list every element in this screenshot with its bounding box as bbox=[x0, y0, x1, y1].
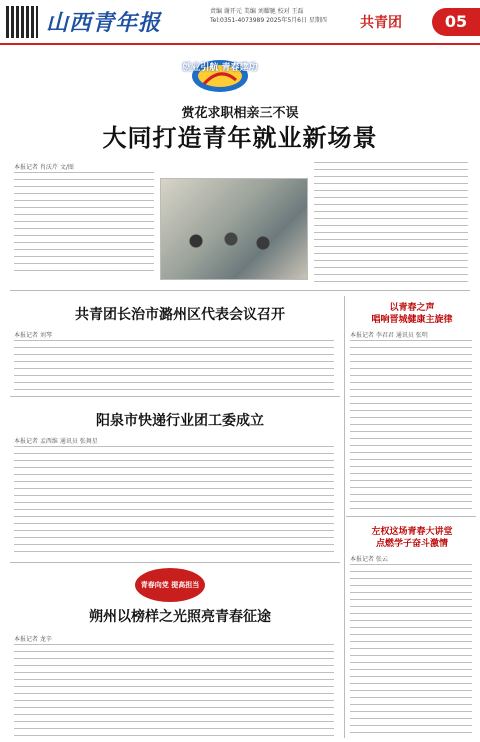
lead-photo bbox=[160, 178, 308, 280]
sidebar2-body bbox=[350, 564, 472, 738]
article4-headline: 朔州以榜样之光照亮青春征途 bbox=[89, 609, 271, 625]
emblem-text: 就业引航 青春建功 bbox=[182, 63, 258, 73]
section-title: 共青团 bbox=[360, 15, 402, 31]
sidebar1-headline1: 以青春之声 bbox=[389, 303, 435, 313]
page-number-badge: 05 bbox=[432, 8, 480, 36]
badge-text: 青春向党 提高担当 bbox=[140, 581, 200, 589]
photo-people bbox=[181, 229, 281, 269]
sidebar1-byline: 本报记者 李君君 通讯员 张明 bbox=[350, 332, 428, 339]
article2-byline: 本报记者 刘琴 bbox=[14, 332, 52, 339]
header-meta bbox=[210, 7, 360, 25]
sidebar1-body bbox=[350, 340, 472, 510]
meta-date: Tel:0351-4073989 2025年5月6日 星期四 bbox=[210, 17, 327, 24]
article4-badge bbox=[135, 568, 205, 602]
lead-headline: 大同打造青年就业新场景 bbox=[102, 123, 378, 152]
sidebar2-headline2: 点燃学子奋斗激情 bbox=[375, 539, 448, 549]
article3-body bbox=[14, 446, 334, 556]
article2-body bbox=[14, 340, 334, 390]
article3-byline: 本报记者 孟西维 通讯员 张舞星 bbox=[14, 438, 98, 445]
lead-kicker: 赏花求职相亲三不误 bbox=[181, 106, 299, 121]
meta-editors: 责编 谢开元 美编 刘耀驰 校对 王磊 bbox=[210, 8, 304, 15]
sidebar2-headline1: 左权这场青春大讲堂 bbox=[371, 527, 453, 537]
article3-headline: 阳泉市快递行业团工委成立 bbox=[96, 413, 264, 429]
article4-byline: 本报记者 龙辛 bbox=[14, 636, 52, 643]
lead-body-col1 bbox=[14, 172, 154, 276]
column-divider bbox=[344, 296, 345, 738]
qr-code-icon bbox=[6, 6, 38, 38]
sidebar2-byline: 本报记者 张云 bbox=[350, 556, 388, 563]
divider bbox=[10, 396, 340, 397]
sidebar1-headline2: 唱响晋城健康主旋律 bbox=[371, 315, 453, 325]
masthead: 山西青年报 bbox=[46, 10, 162, 36]
article4-body bbox=[14, 644, 334, 738]
header-rule bbox=[0, 43, 480, 45]
lead-body-col3 bbox=[314, 162, 468, 286]
divider bbox=[10, 290, 470, 291]
divider bbox=[10, 562, 340, 563]
page-header bbox=[0, 0, 480, 46]
divider bbox=[346, 516, 476, 517]
article2-headline: 共青团长治市潞州区代表会议召开 bbox=[75, 307, 285, 323]
lead-byline: 本报记者 肖沃芹 文/图 bbox=[14, 164, 74, 171]
